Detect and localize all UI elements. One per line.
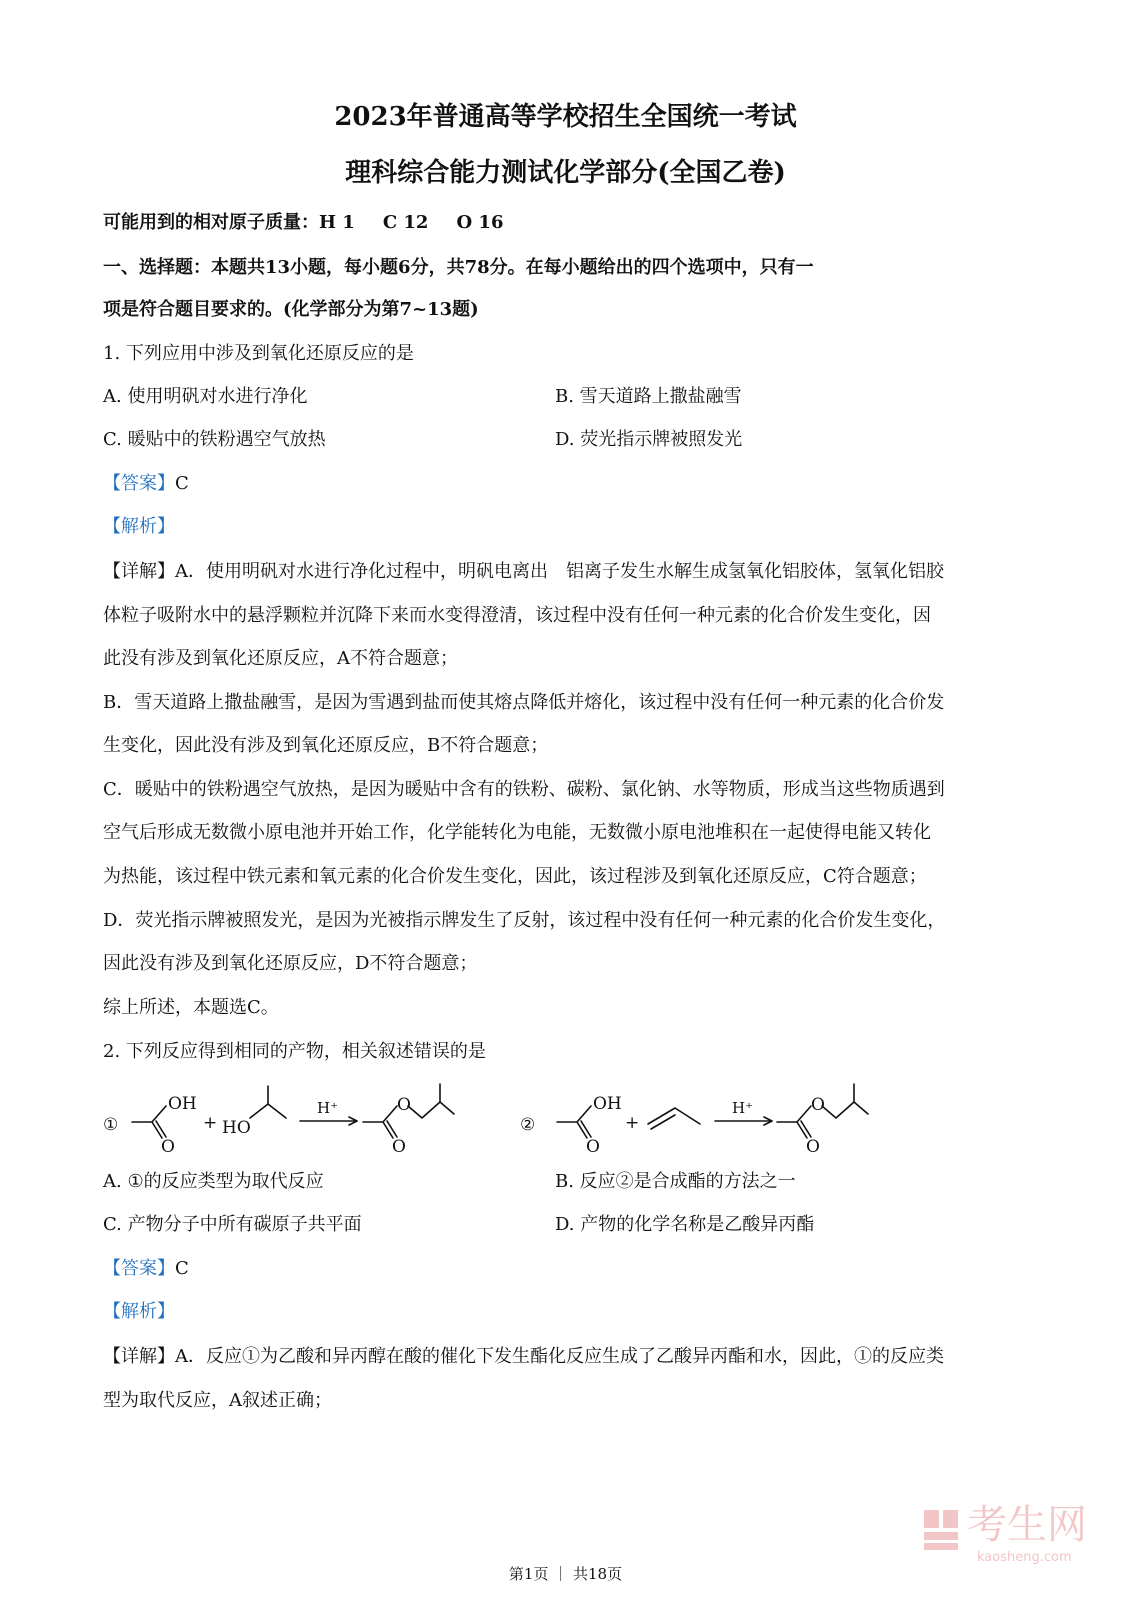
plus-sign-1: +	[203, 1113, 218, 1133]
isopropanol-structure	[250, 1086, 286, 1118]
q1-detail-text: A．使用明矾对水进行净化过程中，明矾电离出 铝离子发生水解生成氢氧化铝胶体，氢氧化铝胶	[175, 561, 944, 582]
o-label-1: O	[161, 1137, 175, 1157]
plus-sign-2: +	[625, 1113, 640, 1133]
q2-option-b: B. 反应②是合成酯的方法之一	[555, 1171, 796, 1192]
q1-answer	[103, 472, 189, 496]
q1-option-c: C. 暖贴中的铁粉遇空气放热	[103, 429, 326, 450]
watermark-logo-icon	[922, 1508, 962, 1552]
exam-subtitle: 理科综合能力测试化学部分(全国乙卷)	[345, 158, 786, 188]
q2-answer	[103, 1257, 189, 1281]
acetic-acid-structure-2	[557, 1106, 591, 1138]
q2-analysis-label: 【解析】	[103, 1301, 175, 1322]
q1-option-b: B. 雪天道路上撒盐融雪	[555, 386, 742, 407]
q2-answer-label: 【答案】	[103, 1258, 175, 1279]
atomic-mass-o: O 16	[456, 212, 504, 233]
atomic-mass-h: H 1	[319, 212, 355, 233]
atomic-mass-label: 可能用到的相对原子质量：	[103, 212, 319, 233]
q2-detail-line	[103, 1345, 944, 1369]
q1-detail-line: 体粒子吸附水中的悬浮颗粒并沉降下来而水变得澄清，该过程中没有任何一种元素的化合价发生变化，因	[103, 605, 931, 626]
q1-detail-line: 因此没有涉及到氧化还原反应，D不符合题意；	[103, 953, 478, 974]
q1-detail-line	[103, 560, 944, 584]
page-footer: 第1页 ｜ 共18页	[508, 1565, 623, 1583]
q1-answer-value: C	[175, 473, 189, 494]
catalyst-label-2: H⁺	[732, 1099, 753, 1117]
section-heading-line2: 项是符合题目要求的。(化学部分为第7~13题)	[103, 299, 479, 320]
q1-conclusion: 综上所述，本题选C。	[103, 997, 279, 1018]
oh-label-1: OH	[168, 1094, 197, 1114]
exam-title: 2023年普通高等学校招生全国统一考试	[334, 102, 797, 132]
q2-answer-value: C	[175, 1258, 189, 1279]
ester-o-label-2: O	[811, 1095, 825, 1115]
watermark-url: kaosheng.com	[977, 1550, 1072, 1565]
q1-detail-line: C．暖贴中的铁粉遇空气放热，是因为暖贴中含有的铁粉、碳粉、氯化钠、水等物质，形成当这些物质遇到	[103, 779, 945, 800]
reaction-scheme	[95, 1078, 895, 1168]
q2-option-a: A. ①的反应类型为取代反应	[103, 1171, 324, 1192]
q1-option-d: D. 荧光指示牌被照发光	[555, 429, 743, 450]
q1-stem: 1. 下列应用中涉及到氧化还原反应的是	[103, 343, 414, 364]
q2-detail-text: A．反应①为乙酸和异丙醇在酸的催化下发生酯化反应生成了乙酸异丙酯和水，因此，①的反应类	[175, 1346, 944, 1367]
q1-detail-line: D．荧光指示牌被照发光，是因为光被指示牌发生了反射，该过程中没有任何一种元素的化合价发生变化，	[103, 910, 946, 931]
q1-detail-line: B．雪天道路上撒盐融雪，是因为雪遇到盐而使其熔点降低并熔化，该过程中没有任何一种元素的化合价发	[103, 692, 945, 713]
ho-label: HO	[222, 1118, 251, 1138]
q2-detail-label: 【详解】	[103, 1346, 175, 1367]
q1-option-a: A. 使用明矾对水进行净化	[103, 386, 308, 407]
atomic-mass-c: C 12	[382, 212, 429, 233]
reaction-arrow-1	[300, 1117, 357, 1125]
carbonyl-o-label-1: O	[392, 1137, 406, 1157]
reaction-label-1: ①	[103, 1115, 119, 1135]
watermark-text: 考生网	[967, 1502, 1087, 1548]
q1-detail-line: 生变化，因此没有涉及到氧化还原反应，B不符合题意；	[103, 735, 549, 756]
carbonyl-o-label-2: O	[806, 1137, 820, 1157]
q2-detail-line: 型为取代反应，A叙述正确；	[103, 1390, 332, 1411]
q2-stem: 2. 下列反应得到相同的产物，相关叙述错误的是	[103, 1041, 486, 1062]
propene-structure	[648, 1108, 700, 1129]
q2-option-c: C. 产物分子中所有碳原子共平面	[103, 1214, 362, 1235]
acetic-acid-structure-1	[132, 1106, 166, 1138]
q2-option-d: D. 产物的化学名称是乙酸异丙酯	[555, 1214, 815, 1235]
atomic-mass-line	[103, 211, 503, 235]
section-heading-line1: 一、选择题：本题共13小题，每小题6分，共78分。在每小题给出的四个选项中，只有一	[103, 257, 814, 278]
q1-detail-label: 【详解】	[103, 561, 175, 582]
q1-analysis-label: 【解析】	[103, 516, 175, 537]
q1-detail-line: 为热能，该过程中铁元素和氧元素的化合价发生变化，因此，该过程涉及到氧化还原反应，C符合题意；	[103, 866, 927, 887]
o-label-2: O	[586, 1137, 600, 1157]
catalyst-label-1: H⁺	[317, 1099, 338, 1117]
ester-o-label-1: O	[397, 1095, 411, 1115]
oh-label-2: OH	[593, 1094, 622, 1114]
q1-detail-line: 此没有涉及到氧化还原反应，A不符合题意；	[103, 648, 458, 669]
q1-detail-line: 空气后形成无数微小原电池并开始工作，化学能转化为电能，无数微小原电池堆积在一起使得电能又转化	[103, 822, 931, 843]
q1-answer-label: 【答案】	[103, 473, 175, 494]
reaction-arrow-2	[715, 1117, 772, 1125]
reaction-label-2: ②	[520, 1115, 536, 1135]
